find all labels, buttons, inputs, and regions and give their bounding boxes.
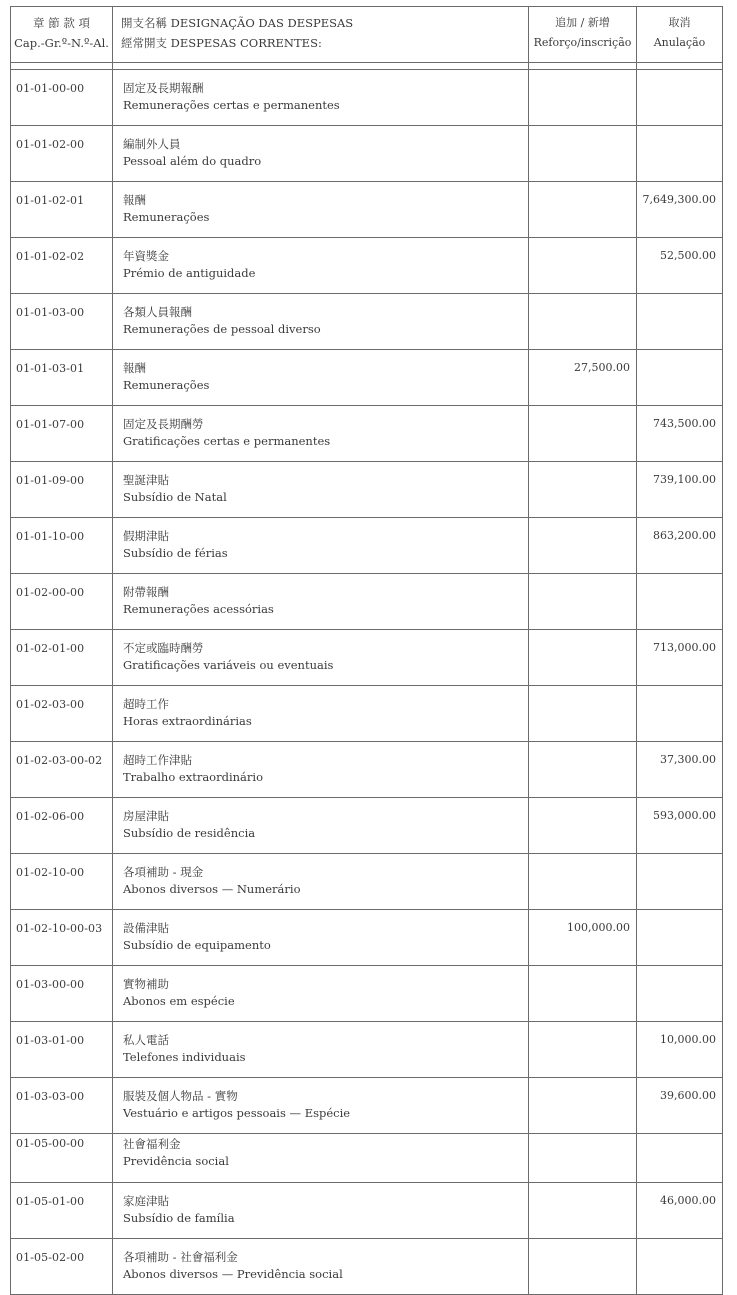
row-code: 01-05-00-00 [11, 1134, 113, 1183]
row-code: 01-02-00-00 [11, 574, 113, 630]
table-row [11, 238, 723, 294]
table-header-row [11, 7, 723, 63]
row-reforco [529, 126, 637, 182]
row-designation [113, 70, 529, 126]
row-code: 01-01-02-02 [11, 238, 113, 294]
row-designation-zh: 不定或臨時酬勞 [123, 641, 204, 655]
table-row [11, 1078, 723, 1134]
row-designation-zh: 假期津貼 [123, 529, 169, 543]
row-code: 01-02-10-00-03 [11, 910, 113, 966]
row-anulacao: 593,000.00 [637, 798, 723, 854]
row-designation-pt: Remunerações certas e permanentes [123, 98, 340, 112]
row-designation-pt: Horas extraordinárias [123, 714, 252, 728]
row-designation-zh: 報酬 [123, 361, 146, 375]
row-code: 01-02-06-00 [11, 798, 113, 854]
row-designation [113, 966, 529, 1022]
row-designation-pt: Remunerações de pessoal diverso [123, 322, 321, 336]
table-row [11, 126, 723, 182]
row-reforco [529, 1022, 637, 1078]
header-designation-line2: 經常開支 DESPESAS CORRENTES: [121, 36, 322, 50]
header-reforco-cell [529, 7, 637, 63]
row-code: 01-03-01-00 [11, 1022, 113, 1078]
row-designation [113, 518, 529, 574]
row-anulacao: 52,500.00 [637, 238, 723, 294]
header-anulacao-zh: 取消 [668, 16, 691, 29]
header-designation-cell [113, 7, 529, 63]
row-code: 01-03-03-00 [11, 1078, 113, 1134]
row-reforco [529, 854, 637, 910]
row-designation-zh: 服裝及個人物品 - 實物 [123, 1089, 238, 1103]
row-anulacao: 7,649,300.00 [637, 182, 723, 238]
budget-page [10, 6, 722, 1295]
table-row [11, 350, 723, 406]
row-reforco [529, 294, 637, 350]
row-reforco [529, 70, 637, 126]
row-designation [113, 126, 529, 182]
row-designation-zh: 各項補助 - 現金 [123, 865, 204, 879]
row-designation-zh: 家庭津貼 [123, 1194, 169, 1208]
row-code: 01-01-03-01 [11, 350, 113, 406]
row-code: 01-01-02-00 [11, 126, 113, 182]
header-reforco-zh: 追加 / 新增 [555, 16, 610, 29]
row-designation [113, 910, 529, 966]
table-row [11, 406, 723, 462]
row-reforco: 100,000.00 [529, 910, 637, 966]
row-reforco [529, 574, 637, 630]
row-designation-pt: Remunerações [123, 378, 210, 392]
row-designation-pt: Telefones individuais [123, 1050, 246, 1064]
row-anulacao [637, 966, 723, 1022]
row-designation-pt: Previdência social [123, 1154, 229, 1168]
table-row [11, 462, 723, 518]
row-designation [113, 798, 529, 854]
row-designation-zh: 編制外人員 [123, 137, 181, 151]
row-designation [113, 742, 529, 798]
row-designation [113, 630, 529, 686]
header-anulacao-pt: Anulação [653, 36, 706, 49]
row-code: 01-05-02-00 [11, 1239, 113, 1295]
row-designation [113, 574, 529, 630]
row-designation [113, 1239, 529, 1295]
row-anulacao: 739,100.00 [637, 462, 723, 518]
row-anulacao [637, 126, 723, 182]
header-code-pt: Cap.-Gr.º-N.º-Al. [14, 36, 109, 50]
row-designation-pt: Gratificações variáveis ou eventuais [123, 658, 334, 672]
table-row [11, 1239, 723, 1295]
row-reforco [529, 1078, 637, 1134]
row-reforco [529, 462, 637, 518]
row-designation-pt: Subsídio de férias [123, 546, 228, 560]
row-designation [113, 854, 529, 910]
row-reforco [529, 238, 637, 294]
row-code: 01-02-03-00 [11, 686, 113, 742]
row-reforco [529, 742, 637, 798]
row-designation-pt: Remunerações acessórias [123, 602, 274, 616]
row-designation-pt: Pessoal além do quadro [123, 154, 262, 168]
table-row [11, 574, 723, 630]
row-anulacao [637, 1134, 723, 1183]
header-separator-row [11, 63, 723, 70]
row-reforco: 27,500.00 [529, 350, 637, 406]
header-anulacao-cell [637, 7, 723, 63]
row-anulacao: 39,600.00 [637, 1078, 723, 1134]
row-designation-zh: 固定及長期酬勞 [123, 417, 204, 431]
header-code-cell [11, 7, 113, 63]
row-code: 01-01-00-00 [11, 70, 113, 126]
row-anulacao: 10,000.00 [637, 1022, 723, 1078]
row-code: 01-02-01-00 [11, 630, 113, 686]
row-code: 01-01-03-00 [11, 294, 113, 350]
row-designation-zh: 超時工作 [123, 697, 169, 711]
row-anulacao: 46,000.00 [637, 1183, 723, 1239]
table-row [11, 910, 723, 966]
row-reforco [529, 798, 637, 854]
row-anulacao [637, 574, 723, 630]
table-row [11, 1183, 723, 1239]
row-designation-pt: Abonos em espécie [123, 994, 235, 1008]
row-designation-pt: Prémio de antiguidade [123, 266, 256, 280]
row-designation-zh: 聖誕津貼 [123, 473, 169, 487]
row-code: 01-03-00-00 [11, 966, 113, 1022]
row-reforco [529, 1183, 637, 1239]
row-designation-zh: 年資獎金 [123, 249, 169, 263]
header-reforco-pt: Reforço/inscrição [533, 36, 632, 49]
row-designation-zh: 實物補助 [123, 977, 169, 991]
row-reforco [529, 1134, 637, 1183]
row-designation [113, 350, 529, 406]
row-designation-zh: 房屋津貼 [123, 809, 169, 823]
table-row [11, 630, 723, 686]
table-row [11, 1022, 723, 1078]
header-code-zh: 章 節 款 項 [33, 16, 90, 30]
row-designation-pt: Gratificações certas e permanentes [123, 434, 331, 448]
row-designation-pt: Subsídio de equipamento [123, 938, 271, 952]
row-anulacao: 863,200.00 [637, 518, 723, 574]
row-designation-zh: 各類人員報酬 [123, 305, 192, 319]
row-designation-zh: 附帶報酬 [123, 585, 169, 599]
row-designation [113, 1134, 529, 1183]
row-designation [113, 182, 529, 238]
row-designation-pt: Trabalho extraordinário [123, 770, 263, 784]
row-reforco [529, 686, 637, 742]
row-reforco [529, 518, 637, 574]
row-anulacao: 743,500.00 [637, 406, 723, 462]
row-designation-pt: Subsídio de Natal [123, 490, 227, 504]
row-anulacao [637, 686, 723, 742]
table-row [11, 742, 723, 798]
row-code: 01-02-10-00 [11, 854, 113, 910]
row-designation-pt: Subsídio de residência [123, 826, 256, 840]
table-row [11, 518, 723, 574]
row-designation [113, 1183, 529, 1239]
row-anulacao [637, 294, 723, 350]
row-designation [113, 462, 529, 518]
row-designation-zh: 超時工作津貼 [123, 753, 192, 767]
table-row [11, 966, 723, 1022]
row-code: 01-01-02-01 [11, 182, 113, 238]
row-designation-zh: 設備津貼 [123, 921, 169, 935]
row-reforco [529, 182, 637, 238]
row-designation [113, 1022, 529, 1078]
row-designation-zh: 社會福利金 [123, 1137, 181, 1151]
row-designation-zh: 固定及長期報酬 [123, 81, 204, 95]
row-designation-pt: Remunerações [123, 210, 210, 224]
row-code: 01-01-07-00 [11, 406, 113, 462]
row-anulacao [637, 70, 723, 126]
row-reforco [529, 966, 637, 1022]
table-row [11, 854, 723, 910]
row-designation [113, 686, 529, 742]
row-designation-pt: Vestuário e artigos pessoais — Espécie [123, 1106, 351, 1120]
row-code: 01-01-09-00 [11, 462, 113, 518]
row-code: 01-01-10-00 [11, 518, 113, 574]
row-anulacao: 37,300.00 [637, 742, 723, 798]
row-designation-pt: Subsídio de família [123, 1211, 235, 1225]
row-code: 01-05-01-00 [11, 1183, 113, 1239]
row-designation [113, 294, 529, 350]
row-code: 01-02-03-00-02 [11, 742, 113, 798]
row-designation-pt: Abonos diversos — Previdência social [123, 1267, 343, 1281]
table-row [11, 70, 723, 126]
row-designation-zh: 私人電話 [123, 1033, 169, 1047]
table-row [11, 294, 723, 350]
row-designation [113, 1078, 529, 1134]
row-anulacao [637, 1239, 723, 1295]
row-anulacao [637, 854, 723, 910]
row-designation-pt: Abonos diversos — Numerário [123, 882, 301, 896]
row-designation-zh: 各項補助 - 社會福利金 [123, 1250, 238, 1264]
row-anulacao [637, 350, 723, 406]
row-designation-zh: 報酬 [123, 193, 146, 207]
table-row [11, 686, 723, 742]
row-designation [113, 406, 529, 462]
row-reforco [529, 630, 637, 686]
row-anulacao [637, 910, 723, 966]
header-designation-line1: 開支名稱 DESIGNAÇÃO DAS DESPESAS [121, 16, 354, 30]
row-designation [113, 238, 529, 294]
table-row [11, 798, 723, 854]
row-reforco [529, 1239, 637, 1295]
table-row [11, 1134, 723, 1183]
row-reforco [529, 406, 637, 462]
budget-table [10, 6, 723, 1295]
table-row [11, 182, 723, 238]
row-anulacao: 713,000.00 [637, 630, 723, 686]
